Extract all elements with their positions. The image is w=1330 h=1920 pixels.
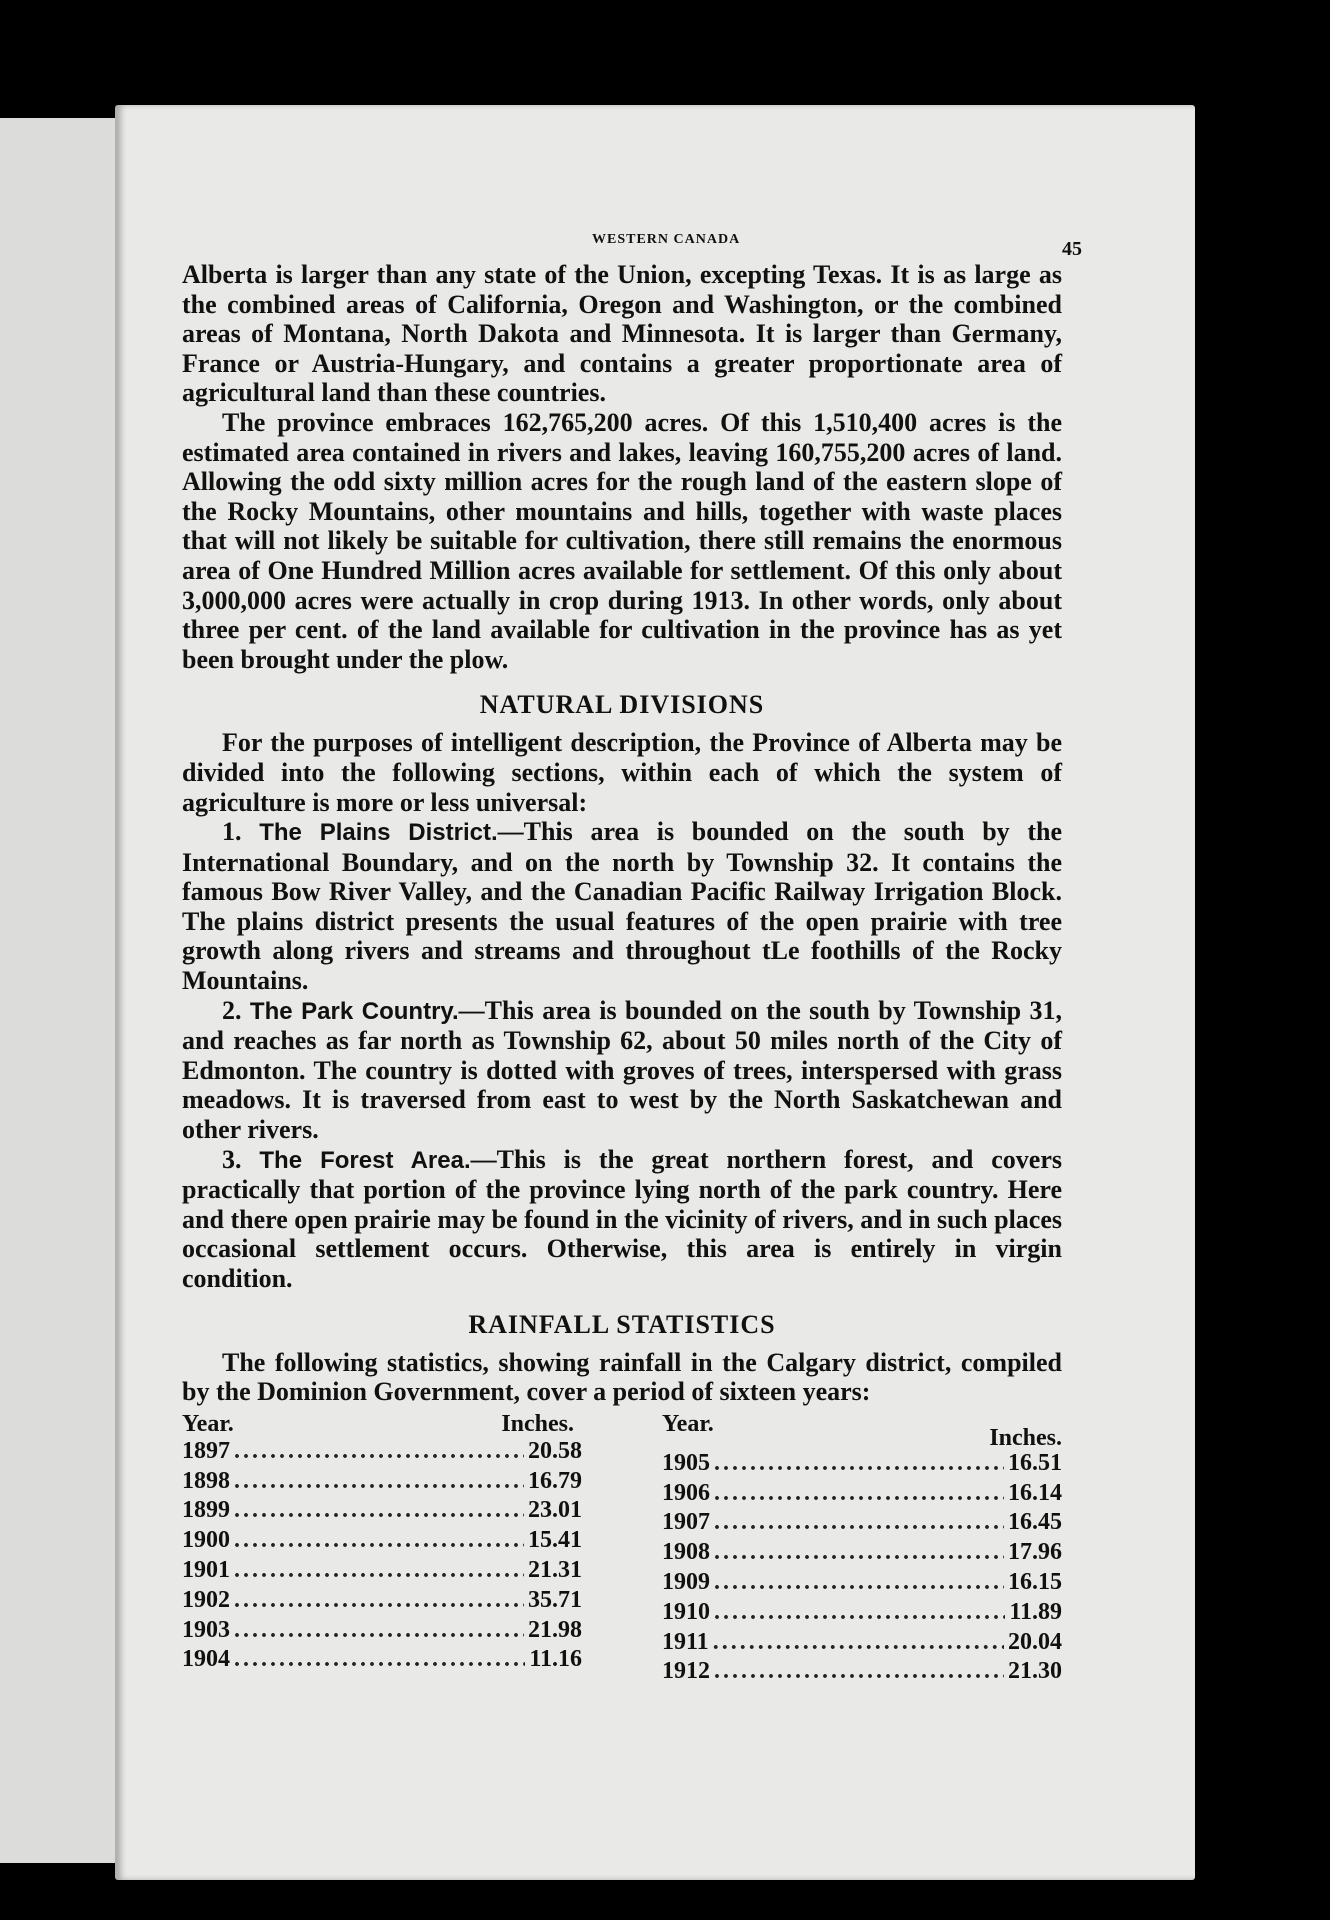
rainfall-inches: 16.51 [1008, 1449, 1062, 1476]
division-title: The Plains District. [259, 819, 498, 847]
leader-dots [234, 1526, 524, 1556]
leader-dots [234, 1496, 524, 1526]
rainfall-row [662, 1479, 1062, 1509]
leader-dots [714, 1538, 1004, 1568]
rainfall-row [182, 1616, 582, 1646]
column-header [182, 1411, 582, 1437]
leader-dots [714, 1479, 1004, 1509]
rainfall-row [662, 1598, 1062, 1628]
leader-dots [234, 1645, 525, 1675]
leader-dots [234, 1616, 524, 1646]
leader-dots [234, 1556, 524, 1586]
rainfall-inches: 16.79 [528, 1467, 582, 1494]
rainfall-inches: 11.89 [1009, 1598, 1062, 1625]
division-number: 1. [222, 817, 242, 847]
division-text: —This area is bounded on the south by Township 31, and reaches as far north as Township 62, about 50 miles north of the City of Edmonton. The country is dotted with groves of trees, interspersed with grass meadows. It is traversed from east to west by the North Saskatchewan and other rivers. [182, 995, 1062, 1145]
rainfall-year: 1898 [182, 1467, 230, 1494]
leader-dots [714, 1449, 1004, 1479]
rainfall-year: 1904 [182, 1646, 230, 1673]
facing-page-edge [0, 118, 122, 1863]
rainfall-row [182, 1556, 582, 1586]
rainfall-column-left [182, 1411, 582, 1687]
rainfall-row [662, 1508, 1062, 1538]
leader-dots [713, 1628, 1004, 1658]
rainfall-year: 1908 [662, 1539, 710, 1566]
column-inches-label: Inches. [501, 1410, 574, 1437]
division-item-forest [182, 1145, 1062, 1294]
rainfall-year: 1912 [662, 1658, 710, 1685]
paragraph-rainfall-intro: The following statistics, showing rainfall in the Calgary district, compiled by the Dominion Government, cover a period of sixteen years: [182, 1347, 1062, 1407]
rainfall-year: 1901 [182, 1556, 230, 1583]
division-text: —This is the great northern forest, and covers practically that portion of the province lying north of the park country. Here and there open prairie may be found in the vicinity of rivers, and in such places occasional settlement occurs. Otherwise, this area is entirely in virgin condition. [182, 1144, 1063, 1293]
rainfall-row [182, 1437, 582, 1467]
division-number: 3. [222, 1144, 242, 1174]
leader-dots [234, 1467, 524, 1497]
division-number: 2. [222, 995, 242, 1025]
rainfall-year: 1899 [182, 1497, 230, 1524]
division-text: —This area is bounded on the south by the International Boundary, and on the north by Township 32. It contains the famous Bow River Valley, and the Canadian Pacific Railway Irrigation Block. The plains district presents the usual features of the open prairie with tree growth along rivers and streams and throughout tLe foothills of the Rocky Mountains. [182, 817, 1062, 996]
column-inches-label: Inches. [989, 1424, 1062, 1451]
running-head: WESTERN CANADA [592, 232, 741, 247]
rainfall-year: 1907 [662, 1509, 710, 1536]
leader-dots [714, 1657, 1004, 1687]
leader-dots [234, 1437, 524, 1467]
rainfall-inches: 11.16 [529, 1646, 582, 1673]
rainfall-column-right [662, 1411, 1062, 1687]
rainfall-year: 1909 [662, 1568, 710, 1595]
rainfall-inches: 35.71 [528, 1586, 582, 1613]
column-year-label: Year. [662, 1410, 714, 1437]
rainfall-year: 1902 [182, 1586, 230, 1613]
rainfall-inches: 23.01 [528, 1497, 582, 1524]
rainfall-inches: 20.58 [528, 1437, 582, 1464]
rainfall-year: 1903 [182, 1616, 230, 1643]
rainfall-row [182, 1645, 582, 1675]
rainfall-table [182, 1411, 1062, 1687]
column-header [662, 1410, 1062, 1451]
rainfall-inches: 21.98 [528, 1616, 582, 1643]
column-year-label: Year. [182, 1410, 234, 1437]
rainfall-year: 1900 [182, 1527, 230, 1554]
rainfall-inches: 20.04 [1008, 1628, 1062, 1655]
rainfall-inches: 17.96 [1008, 1539, 1062, 1566]
leader-dots [714, 1508, 1004, 1538]
rainfall-row [182, 1467, 582, 1497]
leader-dots [714, 1568, 1004, 1598]
leader-dots [234, 1586, 524, 1616]
page-content [182, 120, 1082, 1687]
rainfall-row [662, 1657, 1062, 1687]
rainfall-row [662, 1628, 1062, 1658]
paragraph-divisions-intro: For the purposes of intelligent description, the Province of Alberta may be divided into the following sections, within each of which the system of agriculture is more or less universal: [182, 728, 1062, 817]
rainfall-inches: 15.41 [528, 1527, 582, 1554]
rainfall-row [662, 1449, 1062, 1479]
rainfall-row [182, 1526, 582, 1556]
rainfall-inches: 21.30 [1008, 1658, 1062, 1685]
rainfall-year: 1897 [182, 1437, 230, 1464]
rainfall-inches: 16.45 [1008, 1509, 1062, 1536]
rainfall-row [182, 1586, 582, 1616]
division-title: The Forest Area. [259, 1146, 471, 1174]
page-number: 45 [1062, 238, 1082, 260]
rainfall-year: 1911 [662, 1628, 709, 1655]
rainfall-year: 1906 [662, 1479, 710, 1506]
rainfall-row [662, 1568, 1062, 1598]
rainfall-inches: 16.15 [1008, 1568, 1062, 1595]
rainfall-inches: 21.31 [528, 1556, 582, 1583]
rainfall-year: 1905 [662, 1449, 710, 1476]
rainfall-row [182, 1496, 582, 1526]
heading-natural-divisions: NATURAL DIVISIONS [479, 690, 765, 720]
division-item-plains [182, 817, 1062, 996]
rainfall-row [662, 1538, 1062, 1568]
rainfall-year: 1910 [662, 1598, 710, 1625]
paragraph-alberta-size: Alberta is larger than any state of the Union, excepting Texas. It is as large as the combined areas of California, Oregon and Washington, or the combined areas of Montana, North Dakota and Minnesota. It is larger than Germany, France or Austria-Hungary, and contains a greater proportionate area of agricultural land than these countries. [182, 260, 1062, 408]
page-header [182, 220, 1082, 260]
paragraph-province-acres: The province embraces 162,765,200 acres. Of this 1,510,400 acres is the estimated area contained in rivers and lakes, leaving 160,755,200 acres of land. Allowing the odd sixty million acres for the rough land of the eastern slope of the Rocky Mountains, other mountains and hills, together with waste places that will not likely be suitable for cultivation, there still remains the enormous area of One Hundred Million acres available for settlement. Of this only about 3,000,000 acres were actually in crop during 1913. In other words, only about three per cent. of the land available for cultivation in the province has as yet been brought under the plow. [182, 407, 1062, 674]
heading-rainfall-statistics: RAINFALL STATISTICS [468, 1309, 776, 1339]
division-title: The Park Country. [249, 997, 459, 1025]
rainfall-inches: 16.14 [1008, 1479, 1062, 1506]
division-item-park [182, 996, 1062, 1145]
leader-dots [714, 1598, 1005, 1628]
